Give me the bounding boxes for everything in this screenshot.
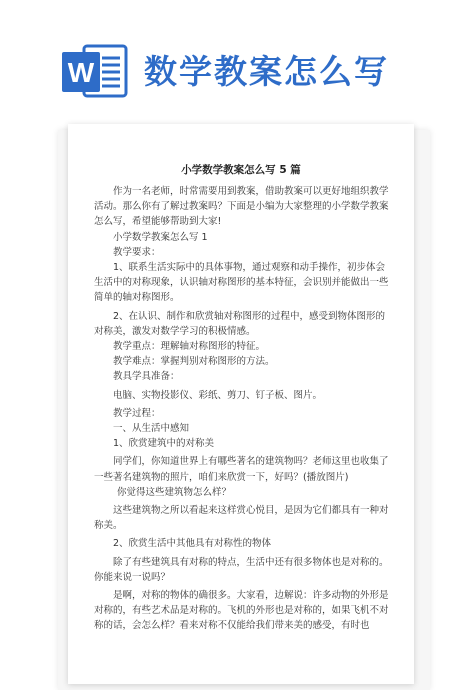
paragraph: 电脑、实物投影仪、彩纸、剪刀、钉子板、图片。 xyxy=(113,389,323,401)
paragraph: 除了有些建筑具有对称的特点，生活中还有很多物体也是对称的。你能来说一说吗？ xyxy=(94,556,389,583)
word-icon xyxy=(62,44,128,98)
paragraph: 2、欣赏生活中其他具有对称性的物体 xyxy=(113,538,272,550)
paragraph: 同学们，你知道世界上有哪些著名的建筑物吗？老师这里也收集了一些著名建筑物的照片，咱们来欣赏一下，好吗？(播放图片) xyxy=(94,456,389,483)
paragraph: 教学过程： xyxy=(113,407,161,419)
word-icon-letter: W xyxy=(67,57,95,88)
paragraph: 1、欣赏建筑中的对称美 xyxy=(113,438,215,450)
paragraph: 一、从生活中感知 xyxy=(113,423,190,435)
banner-title: 数学教案怎么写 xyxy=(144,52,389,91)
section-heading: 小学数学教案怎么写 1 xyxy=(113,231,208,243)
paragraph: 1、联系生活实际中的具体事物，通过观察和动手操作，初步体会生活中的对称现象，认识轴对称图形的基本特征，会识别并能做出一些简单的轴对称图形。 xyxy=(94,262,389,304)
paragraph: 教学要求： xyxy=(113,246,161,258)
document-page xyxy=(68,124,414,684)
paragraph: 教学重点：理解轴对称图形的特征。 xyxy=(113,341,266,353)
paragraph: 是啊，对称的物体的确很多。大家看，边解说：许多动物的外形是对称的，有些艺术品是对称的。飞机的外形也是对称的，如果飞机不对称的话，会怎么样？看来对称不仅能给我们带来美的感受，有时也 xyxy=(94,590,389,632)
paragraph: 教具学具准备： xyxy=(113,371,180,383)
document-title: 小学数学教案怎么写 5 篇 xyxy=(181,164,301,176)
document-body xyxy=(94,184,394,634)
paragraph: 你觉得这些建筑物怎么样？ xyxy=(117,486,232,498)
paragraph: 教学难点：掌握判别对称图形的方法。 xyxy=(113,356,275,368)
paragraph: 2、在认识、制作和欣赏轴对称图形的过程中，感受到物体图形的对称美，激发对数学学习的积极情感。 xyxy=(94,310,386,337)
paragraph: 作为一名老师，时常需要用到教案，借助教案可以更好地组织教学活动。那么你有了解过教案吗？下面是小编为大家整理的小学数学教案怎么写，希望能够帮助到大家! xyxy=(94,186,389,228)
banner xyxy=(0,0,474,120)
paragraph: 这些建筑物之所以看起来这样赏心悦目，是因为它们都具有一种对称美。 xyxy=(94,505,389,532)
